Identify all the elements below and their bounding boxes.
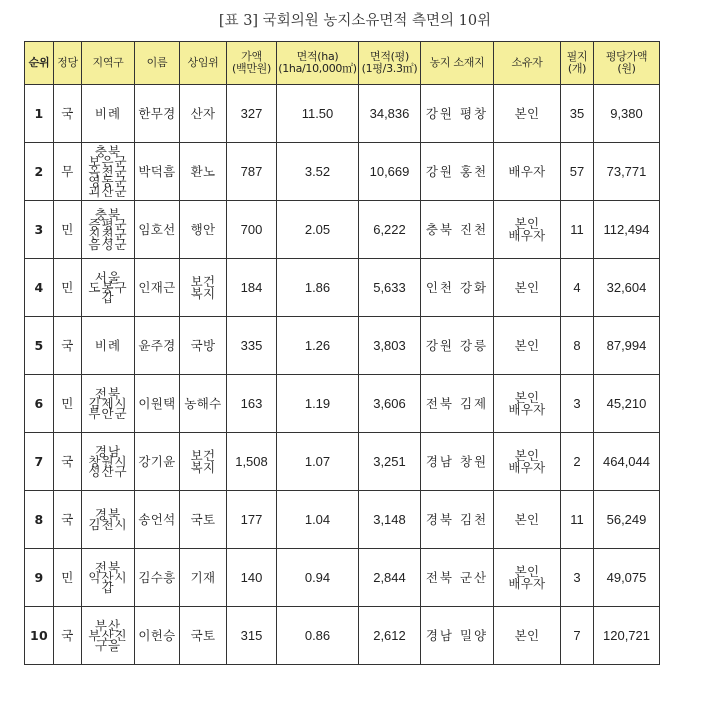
rank-cell: 1 (25, 85, 54, 143)
table-row (25, 549, 660, 607)
rank-cell: 10 (25, 607, 54, 665)
parcels-cell: 8 (561, 317, 594, 375)
committee-cell: 국토 (180, 491, 227, 549)
table-row (25, 259, 660, 317)
location-cell: 경북 김천 (421, 491, 494, 549)
location-cell: 강원 홍천 (421, 143, 494, 201)
party-cell: 국 (54, 433, 82, 491)
location-cell: 경남 밀양 (421, 607, 494, 665)
area-ha-cell: 2.05 (277, 201, 359, 259)
table-caption: [표 3] 국회의원 농지소유면적 측면의 10위 (218, 13, 492, 29)
unit-price-cell: 464,044 (594, 433, 660, 491)
region-cell: 충북 증평군 진천군 음성군 (82, 201, 135, 259)
header-owner: 소유자 (494, 42, 561, 85)
header-region: 지역구 (82, 42, 135, 85)
header-rank: 순위 (25, 42, 54, 85)
price-cell: 315 (227, 607, 277, 665)
rank-cell: 7 (25, 433, 54, 491)
area-ha-cell: 1.86 (277, 259, 359, 317)
name-cell: 임호선 (135, 201, 180, 259)
table-row (25, 491, 660, 549)
committee-cell: 산자 (180, 85, 227, 143)
name-cell: 박덕흠 (135, 143, 180, 201)
parcels-cell: 3 (561, 549, 594, 607)
parcels-cell: 11 (561, 491, 594, 549)
price-cell: 177 (227, 491, 277, 549)
rank-cell: 4 (25, 259, 54, 317)
header-area-ha: 면적(ha) (1ha/10,000㎡) (277, 42, 359, 85)
parcels-cell: 57 (561, 143, 594, 201)
committee-cell: 보건 복지 (180, 433, 227, 491)
owner-cell: 본인 (494, 317, 561, 375)
party-cell: 무 (54, 143, 82, 201)
location-cell: 인천 강화 (421, 259, 494, 317)
price-cell: 163 (227, 375, 277, 433)
party-cell: 민 (54, 549, 82, 607)
location-cell: 강원 평창 (421, 85, 494, 143)
party-cell: 민 (54, 375, 82, 433)
area-ha-cell: 0.94 (277, 549, 359, 607)
name-cell: 윤주경 (135, 317, 180, 375)
area-pyeong-cell: 5,633 (359, 259, 421, 317)
price-cell: 787 (227, 143, 277, 201)
location-cell: 충북 진천 (421, 201, 494, 259)
region-cell: 경남 창원시 성산구 (82, 433, 135, 491)
area-pyeong-cell: 3,606 (359, 375, 421, 433)
party-cell: 국 (54, 317, 82, 375)
unit-price-cell: 45,210 (594, 375, 660, 433)
area-ha-cell: 1.26 (277, 317, 359, 375)
owner-cell: 본인 (494, 85, 561, 143)
header-row (25, 42, 660, 85)
parcels-cell: 4 (561, 259, 594, 317)
name-cell: 송언석 (135, 491, 180, 549)
region-cell: 전북 김제시 부안군 (82, 375, 135, 433)
price-cell: 140 (227, 549, 277, 607)
area-ha-cell: 3.52 (277, 143, 359, 201)
header-location: 농지 소재지 (421, 42, 494, 85)
header-price: 가액 (백만원) (227, 42, 277, 85)
unit-price-cell: 9,380 (594, 85, 660, 143)
area-pyeong-cell: 3,803 (359, 317, 421, 375)
area-ha-cell: 1.07 (277, 433, 359, 491)
area-ha-cell: 0.86 (277, 607, 359, 665)
price-cell: 327 (227, 85, 277, 143)
area-pyeong-cell: 3,148 (359, 491, 421, 549)
region-cell: 충북 보은군 옥천군 영동군 괴산군 (82, 143, 135, 201)
location-cell: 전북 김제 (421, 375, 494, 433)
header-party: 정당 (54, 42, 82, 85)
owner-cell: 배우자 (494, 143, 561, 201)
area-pyeong-cell: 3,251 (359, 433, 421, 491)
area-pyeong-cell: 6,222 (359, 201, 421, 259)
farmland-ranking-table (24, 41, 660, 665)
area-ha-cell: 1.04 (277, 491, 359, 549)
committee-cell: 국방 (180, 317, 227, 375)
table-row (25, 375, 660, 433)
name-cell: 김수흥 (135, 549, 180, 607)
parcels-cell: 3 (561, 375, 594, 433)
area-pyeong-cell: 2,612 (359, 607, 421, 665)
committee-cell: 환노 (180, 143, 227, 201)
committee-cell: 농해수 (180, 375, 227, 433)
header-unit-price: 평당가액 (원) (594, 42, 660, 85)
unit-price-cell: 87,994 (594, 317, 660, 375)
rank-cell: 2 (25, 143, 54, 201)
committee-cell: 보건 복지 (180, 259, 227, 317)
area-pyeong-cell: 10,669 (359, 143, 421, 201)
region-cell: 경북 김천시 (82, 491, 135, 549)
committee-cell: 기재 (180, 549, 227, 607)
parcels-cell: 7 (561, 607, 594, 665)
name-cell: 강기윤 (135, 433, 180, 491)
party-cell: 민 (54, 259, 82, 317)
unit-price-cell: 73,771 (594, 143, 660, 201)
table-row (25, 607, 660, 665)
parcels-cell: 35 (561, 85, 594, 143)
location-cell: 전북 군산 (421, 549, 494, 607)
owner-cell: 본인 배우자 (494, 201, 561, 259)
unit-price-cell: 32,604 (594, 259, 660, 317)
rank-cell: 8 (25, 491, 54, 549)
rank-cell: 6 (25, 375, 54, 433)
name-cell: 이헌승 (135, 607, 180, 665)
parcels-cell: 11 (561, 201, 594, 259)
name-cell: 한무경 (135, 85, 180, 143)
owner-cell: 본인 (494, 607, 561, 665)
party-cell: 민 (54, 201, 82, 259)
price-cell: 335 (227, 317, 277, 375)
header-name: 이름 (135, 42, 180, 85)
owner-cell: 본인 (494, 491, 561, 549)
region-cell: 서울 도봉구 갑 (82, 259, 135, 317)
table-row (25, 201, 660, 259)
header-parcels: 필지 (개) (561, 42, 594, 85)
region-cell: 전북 익산시 갑 (82, 549, 135, 607)
owner-cell: 본인 배우자 (494, 375, 561, 433)
committee-cell: 국토 (180, 607, 227, 665)
rank-cell: 9 (25, 549, 54, 607)
party-cell: 국 (54, 491, 82, 549)
committee-cell: 행안 (180, 201, 227, 259)
area-ha-cell: 11.50 (277, 85, 359, 143)
region-cell: 비례 (82, 317, 135, 375)
table-row (25, 433, 660, 491)
unit-price-cell: 120,721 (594, 607, 660, 665)
table-row (25, 85, 660, 143)
area-pyeong-cell: 2,844 (359, 549, 421, 607)
parcels-cell: 2 (561, 433, 594, 491)
rank-cell: 5 (25, 317, 54, 375)
owner-cell: 본인 배우자 (494, 433, 561, 491)
name-cell: 이원택 (135, 375, 180, 433)
area-ha-cell: 1.19 (277, 375, 359, 433)
price-cell: 700 (227, 201, 277, 259)
party-cell: 국 (54, 85, 82, 143)
table-row (25, 143, 660, 201)
unit-price-cell: 56,249 (594, 491, 660, 549)
name-cell: 인재근 (135, 259, 180, 317)
unit-price-cell: 49,075 (594, 549, 660, 607)
region-cell: 비례 (82, 85, 135, 143)
price-cell: 1,508 (227, 433, 277, 491)
location-cell: 경남 창원 (421, 433, 494, 491)
region-cell: 부산 부산진 구을 (82, 607, 135, 665)
owner-cell: 본인 (494, 259, 561, 317)
header-area-pyeong: 면적(평) (1평/3.3㎡) (359, 42, 421, 85)
rank-cell: 3 (25, 201, 54, 259)
price-cell: 184 (227, 259, 277, 317)
table-row (25, 317, 660, 375)
location-cell: 강원 강릉 (421, 317, 494, 375)
header-committee: 상임위 (180, 42, 227, 85)
party-cell: 국 (54, 607, 82, 665)
area-pyeong-cell: 34,836 (359, 85, 421, 143)
unit-price-cell: 112,494 (594, 201, 660, 259)
owner-cell: 본인 배우자 (494, 549, 561, 607)
